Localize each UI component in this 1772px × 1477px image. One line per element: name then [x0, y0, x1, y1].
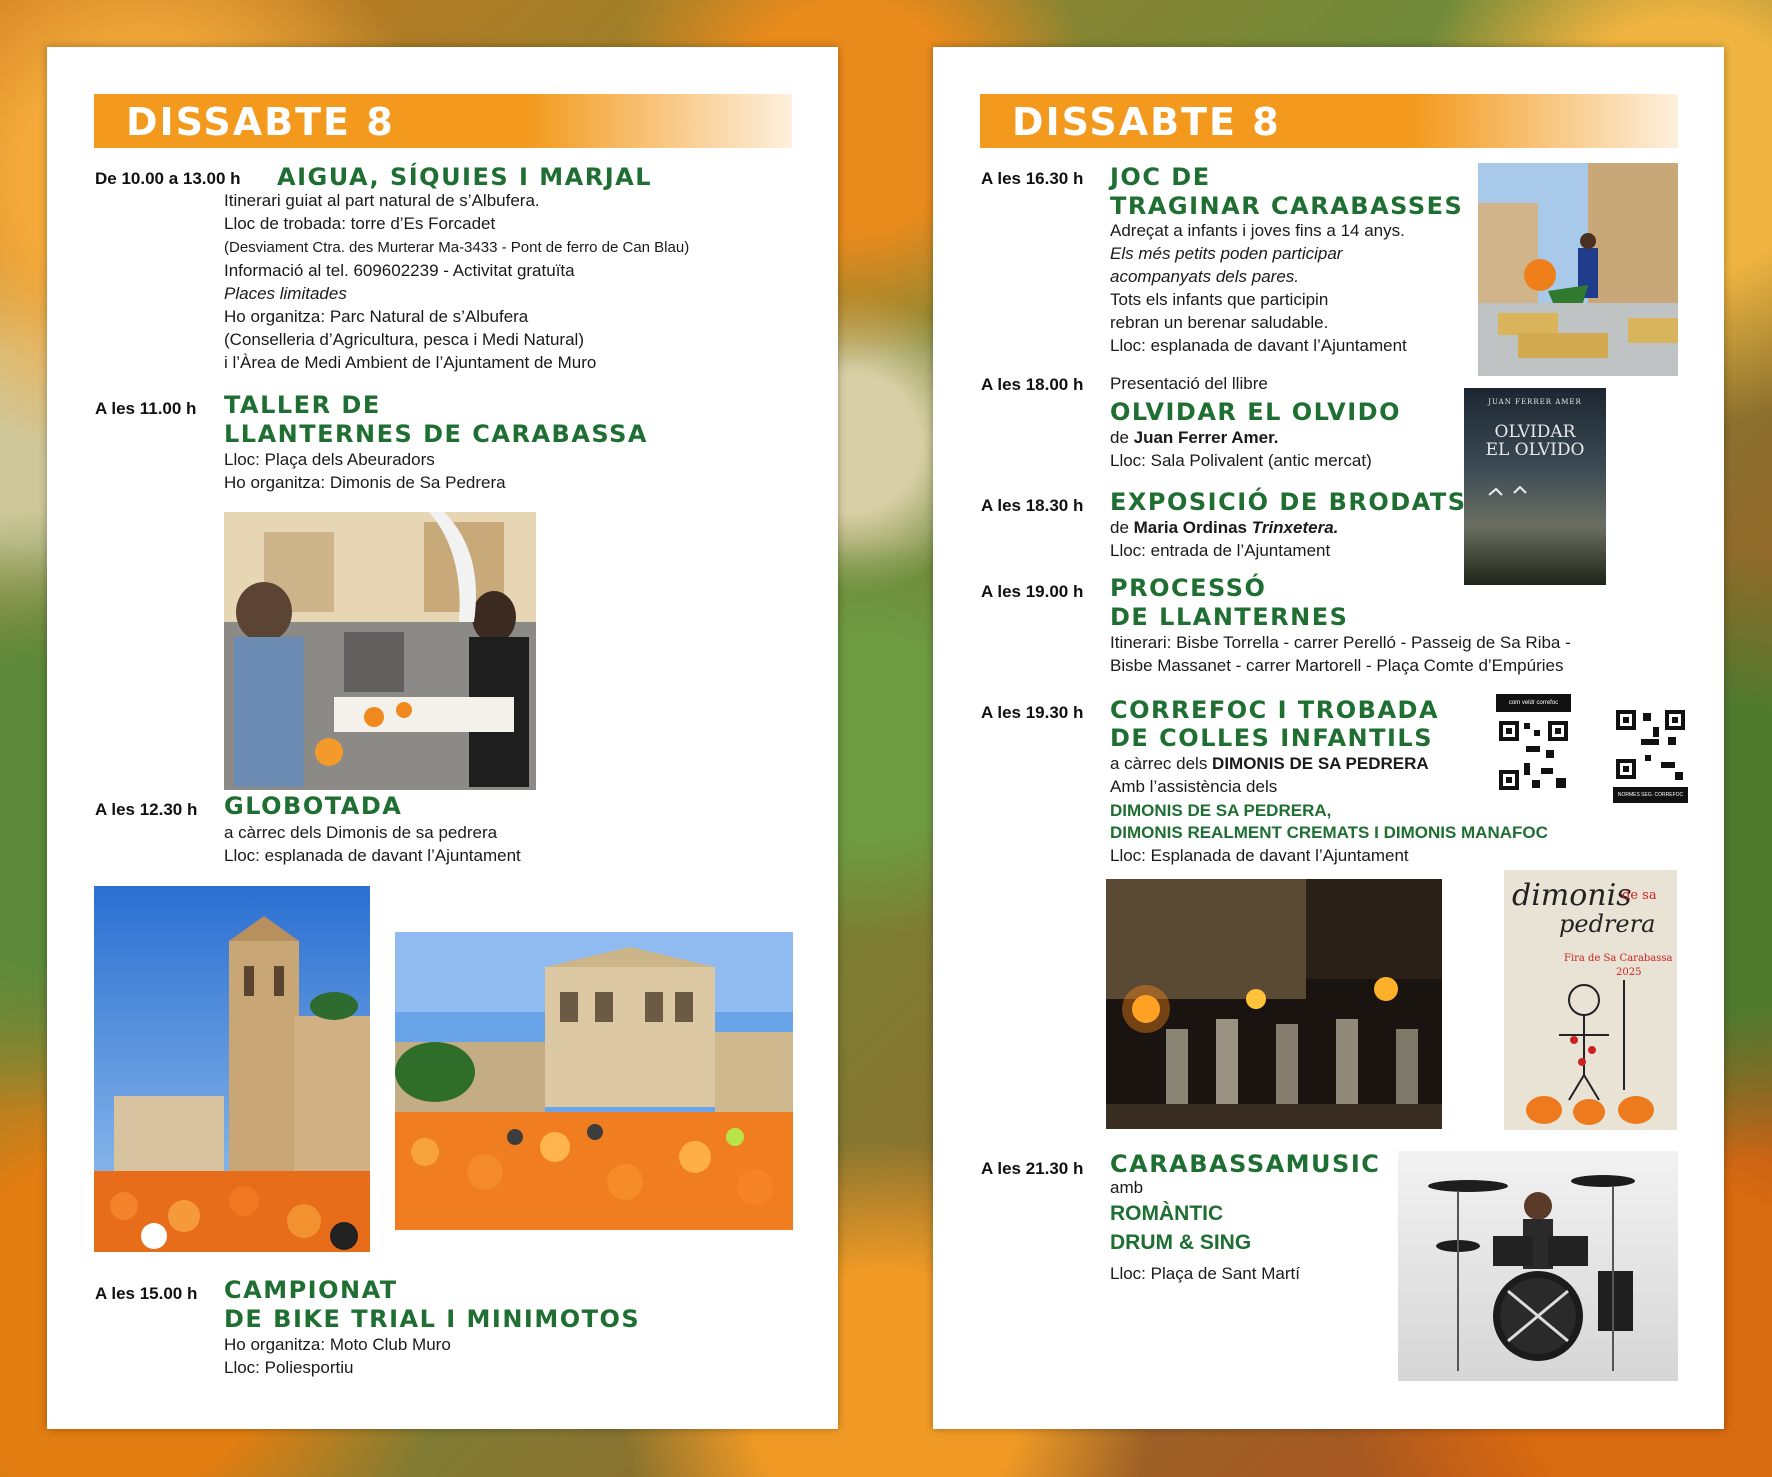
pumpkin-race-photo [1478, 163, 1678, 376]
lantern-workshop-photo [224, 512, 536, 790]
event-line: Lloc: esplanada de davant l’Ajuntament [1110, 336, 1407, 355]
event-line: Informació al tel. 609602239 - Activitat gratuïta [224, 261, 575, 280]
book-cover [1464, 388, 1606, 585]
qr-code-correfoc[interactable] [1496, 694, 1571, 802]
event-title: JOC DE [1110, 163, 1211, 191]
event-line: Itinerari: Bisbe Torrella - carrer Perelló - Passeig de Sa Riba - [1110, 633, 1571, 652]
birds-icon [1484, 483, 1544, 503]
event-line: Lloc: Esplanada de davant l’Ajuntament [1110, 846, 1409, 865]
town-hall-balloons-photo [395, 932, 793, 1230]
event-time: A les 12.30 h [95, 800, 198, 819]
by-prefix: a càrrec dels [1110, 754, 1213, 773]
event-time: A les 16.30 h [981, 169, 1084, 188]
event-line: Lloc: Plaça de Sant Martí [1110, 1264, 1300, 1283]
event-time: A les 19.00 h [981, 582, 1084, 601]
event-line: a càrrec dels Dimonis de sa pedrera [224, 823, 498, 842]
event-line: Amb l’assistència dels [1110, 777, 1278, 796]
day-label: DISSABTE 8 [126, 100, 395, 144]
event-line: Places limitades [224, 284, 347, 303]
qr-label: com veldr correfoc [1496, 694, 1571, 712]
poster-line: Fira de Sa Carabassa [1564, 953, 1673, 964]
event-title: CARABASSAMUSIC [1110, 1150, 1381, 1178]
poster-line: de sa [1622, 888, 1657, 903]
event-line: Lloc: esplanada de davant l’Ajuntament [224, 846, 521, 865]
event-time: A les 21.30 h [981, 1159, 1084, 1178]
event-line: (Conselleria d’Agricultura, pesca i Medi Natural) [224, 330, 584, 349]
by-prefix: de [1110, 518, 1134, 537]
artist-name: ROMÀNTIC [1110, 1202, 1224, 1225]
guest-groups: DIMONIS REALMENT CREMATS I DIMONIS MANAFOC [1110, 823, 1548, 842]
poster-line: pedrera [1559, 910, 1656, 938]
event-line: Lloc: Sala Polivalent (antic mercat) [1110, 451, 1372, 470]
event-title: DE COLLES INFANTILS [1110, 724, 1434, 752]
event-title: EXPOSICIÓ DE BRODATS [1110, 488, 1467, 516]
drummer-photo [1398, 1151, 1678, 1381]
event-line: acompanyats dels pares. [1110, 267, 1299, 286]
event-line: Presentació del llibre [1110, 374, 1268, 393]
event-line: Bisbe Massanet - carrer Martorell - Plaça Comte d’Empúries [1110, 656, 1564, 675]
event-line: Ho organitza: Parc Natural de s’Albufera [224, 307, 529, 326]
event-line: Ho organitza: Moto Club Muro [224, 1335, 451, 1354]
event-line [1110, 517, 1338, 539]
event-line: Lloc: Poliesportiu [224, 1358, 354, 1377]
qr-icon [1496, 718, 1571, 793]
event-title: TRAGINAR CARABASSES [1110, 192, 1464, 220]
poster-line: dimonis [1512, 878, 1632, 913]
event-title: TALLER DE [224, 391, 381, 419]
event-line: Itinerari guiat al part natural de s’Albufera. [224, 191, 540, 210]
event-line: i l’Àrea de Medi Ambient de l’Ajuntament de Muro [224, 353, 597, 372]
event-line: Lloc de trobada: torre d’Es Forcadet [224, 214, 496, 233]
day-label: DISSABTE 8 [1012, 100, 1281, 144]
by-prefix: de [1110, 428, 1134, 447]
event-line [1110, 427, 1279, 449]
event-title: DE BIKE TRIAL I MINIMOTOS [224, 1305, 641, 1333]
left-page [47, 47, 838, 1429]
qr-code-safety-rules[interactable] [1613, 707, 1688, 815]
event-title: DE LLANTERNES [1110, 603, 1349, 631]
event-title: LLANTERNES DE CARABASSA [224, 420, 648, 448]
event-time: A les 18.30 h [981, 496, 1084, 515]
event-line: (Desviament Ctra. des Murterar Ma-3433 - Pont de ferro de Can Blau) [224, 239, 690, 256]
event-line: amb [1110, 1178, 1144, 1197]
event-title: GLOBOTADA [224, 792, 403, 820]
book-title-line: EL OLVIDO [1485, 440, 1585, 460]
correfoc-photo [1106, 879, 1442, 1129]
event-time: A les 11.00 h [95, 399, 197, 418]
church-tower-photo [94, 886, 370, 1252]
qr-icon [1613, 707, 1688, 782]
event-line: rebran un berenar saludable. [1110, 313, 1329, 332]
day-banner [980, 94, 1678, 148]
right-page [933, 47, 1724, 1429]
book-title-line: OLVIDAR [1494, 422, 1576, 442]
devil-drawing-icon [1504, 980, 1677, 1130]
event-line: Adreçat a infants i joves fins a 14 anys. [1110, 221, 1405, 240]
event-title: PROCESSÓ [1110, 574, 1267, 602]
event-time: A les 18.00 h [981, 375, 1084, 394]
event-title: CORREFOC I TROBADA [1110, 696, 1440, 724]
book-author: JUAN FERRER AMER [1488, 398, 1582, 406]
dimonis-poster [1504, 870, 1677, 1130]
event-time: De 10.00 a 13.00 h [95, 169, 241, 188]
event-time: A les 15.00 h [95, 1284, 198, 1303]
event-title: AIGUA, SÍQUIES I MARJAL [277, 163, 653, 191]
artist-name: DRUM & SING [1110, 1231, 1252, 1254]
artist-nickname: Trinxetera. [1251, 518, 1339, 537]
group-name: DIMONIS DE SA PEDRERA [1212, 754, 1429, 773]
artist-name: Maria Ordinas [1133, 518, 1252, 537]
day-banner [94, 94, 792, 148]
event-line: Ho organitza: Dimonis de Sa Pedrera [224, 473, 506, 492]
event-time: A les 19.30 h [981, 703, 1084, 722]
event-line: Lloc: Plaça dels Abeuradors [224, 450, 435, 469]
event-line: Els més petits poden participar [1110, 244, 1343, 263]
poster-line: 2025 [1616, 967, 1642, 978]
guest-groups: DIMONIS DE SA PEDRERA, [1110, 801, 1332, 820]
event-title: CAMPIONAT [224, 1276, 398, 1304]
event-line: Lloc: entrada de l’Ajuntament [1110, 541, 1331, 560]
event-title: OLVIDAR EL OLVIDO [1110, 398, 1401, 426]
event-line: Tots els infants que participin [1110, 290, 1329, 309]
event-line [1110, 753, 1429, 775]
author-name: Juan Ferrer Amer. [1133, 428, 1279, 447]
qr-label: NORMES SEG. CORREFOC [1613, 787, 1688, 803]
